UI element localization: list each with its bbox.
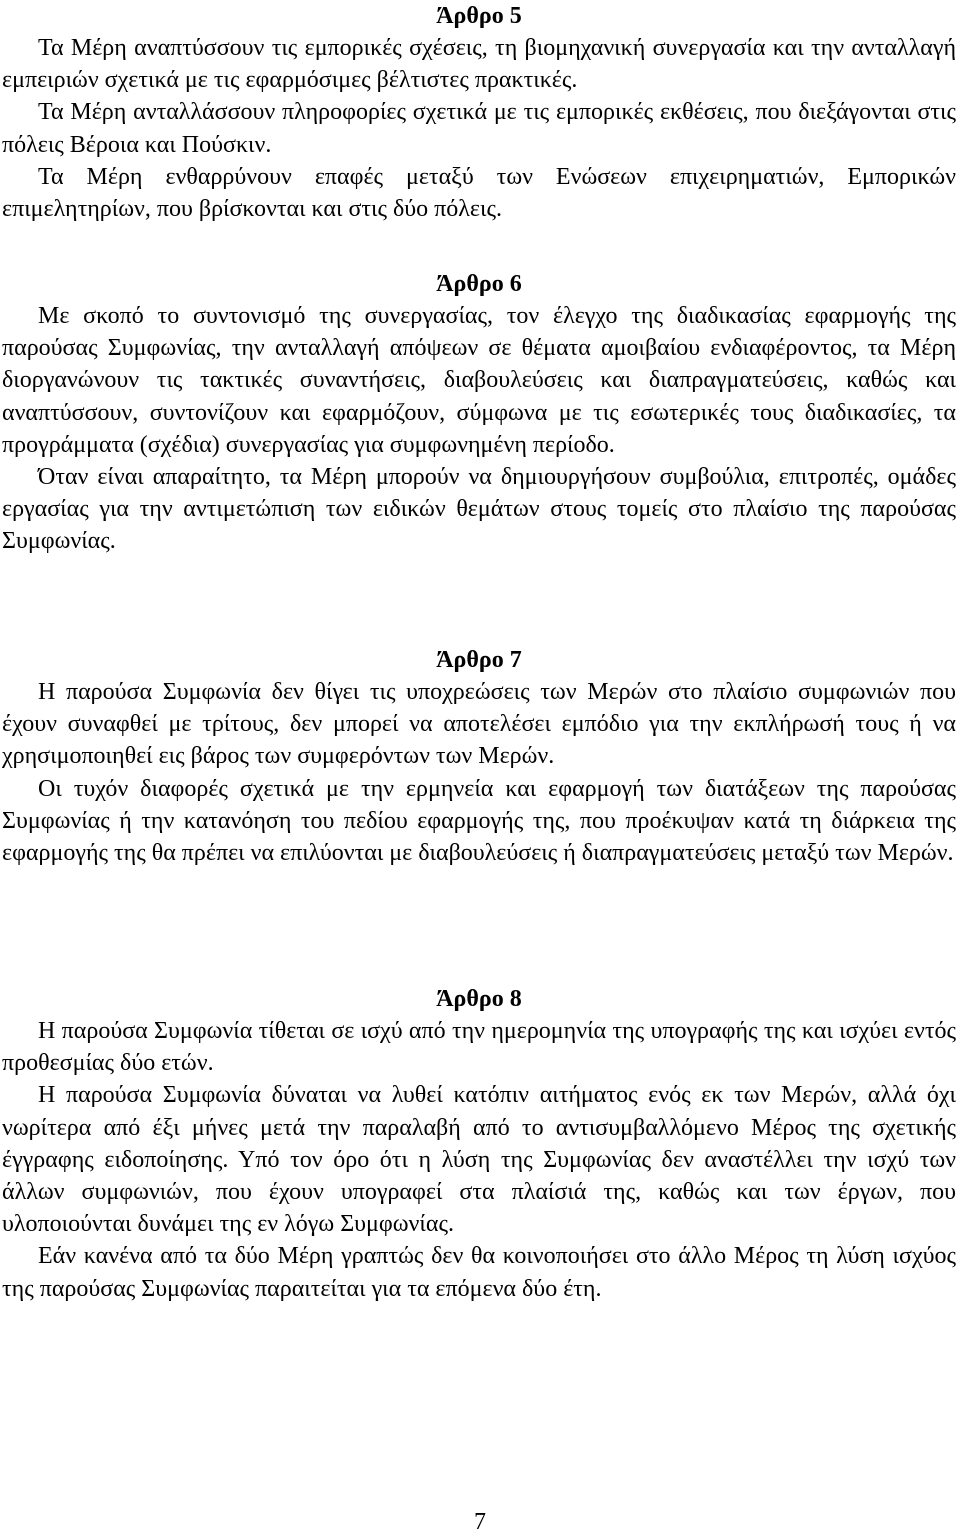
article-7-paragraph-2: Οι τυχόν διαφορές σχετικά με την ερμηνεία και εφαρμογή των διατάξεων της παρούσας Συμφωνίας ή την κατανόηση του πεδίου εφαρμογής της, που προέκυψαν κατά τη διάρκεια της εφαρμογής της θα πρέπει να επιλύονται με διαβουλεύσεις ή διαπραγματεύσεις μεταξύ των Μερών. [2,775,956,867]
article-7 [2,644,956,869]
article-6-paragraph-2: Όταν είναι απαραίτητο, τα Μέρη μπορούν να δημιουργήσουν συμβούλια, επιτροπές, ομάδες εργασίας για την αντιμετώπιση των ειδικών θεμάτων στους τομείς στο πλαίσιο της παρούσας Συμφωνίας. [2,464,956,555]
article-5-heading: Άρθρο 5 [436,3,522,29]
article-5-paragraph-1: Τα Μέρη αναπτύσσουν τις εμπορικές σχέσεις, τη βιομηχανική συνεργασία και την ανταλλαγή εμπειριών σχετικά με τις εφαρμόσιμες βέλτιστες πρακτικές. [2,35,956,94]
article-5-paragraph-3: Τα Μέρη ενθαρρύνουν επαφές μεταξύ των Ενώσεων επιχειρηματιών, Εμπορικών επιμελητηρίων, που βρίσκονται και στις δύο πόλεις. [2,163,956,223]
article-7-heading: Άρθρο 7 [436,647,522,673]
article-8-heading: Άρθρο 8 [436,986,522,1012]
article-8-paragraph-2: Η παρούσα Συμφωνία δύναται να λυθεί κατόπιν αιτήματος ενός εκ των Μερών, αλλά όχι νωρίτερα από έξι μήνες μετά την παραλαβή από το αντισυμβαλλόμενο Μέρος της σχετικής έγγραφης ειδοποίησης. Υπό τον όρο ότι η λύση της Συμφωνίας δεν αναστέλλει την ισχύ των άλλων συμφωνιών, που έχουν υπογραφεί στα πλαίσιά της, καθώς και των έργων, που υλοποιούνται δυνάμει της εν λόγω Συμφωνίας. [2,1082,956,1238]
article-5 [2,0,956,225]
article-8-paragraph-1: Η παρούσα Συμφωνία τίθεται σε ισχύ από την ημερομηνία της υπογραφής της και ισχύει εντός προθεσμίας δύο ετών. [2,1018,956,1077]
article-7-paragraph-1: Η παρούσα Συμφωνία δεν θίγει τις υποχρεώσεις των Μερών στο πλαίσιο συμφωνιών που έχουν συναφθεί με τρίτους, δεν μπορεί να αποτελέσει εμπόδιο για την εκπλήρωσή τους ή να χρησιμοποιηθεί εις βάρος των συμφερόντων των Μερών. [2,679,956,770]
article-5-paragraph-2: Τα Μέρη ανταλλάσσουν πληροφορίες σχετικά με τις εμπορικές εκθέσεις, που διεξάγονται στις πόλεις Βέροια και Πούσκιν. [2,99,956,158]
article-8-paragraph-3: Εάν κανένα από τα δύο Μέρη γραπτώς δεν θα κοινοποιήσει στο άλλο Μέρος τη λύση ισχύος της παρούσας Συμφωνίας παραιτείται για τα επόμενα δύο έτη. [2,1243,956,1302]
article-6-heading: Άρθρο 6 [436,271,522,297]
article-6 [2,268,956,558]
page-number: 7 [474,1509,486,1535]
article-6-paragraph-1: Με σκοπό το συντονισμό της συνεργασίας, τον έλεγχο της διαδικασίας εφαρμογής της παρούσας Συμφωνίας, την ανταλλαγή απόψεων σε θέματα αμοιβαίου ενδιαφέροντος, τα Μέρη διοργανώνουν τις τακτικές συναντήσεις, διαβουλεύσεις και διαπραγματεύσεις, καθώς και αναπτύσσουν, συντονίζουν και εφαρμόζουν, σύμφωνα με τις εσωτερικές τους διαδικασίες, τα προγράμματα (σχέδια) συνεργασίας για συμφωνημένη περίοδο. [2,303,956,458]
article-8 [2,983,956,1305]
